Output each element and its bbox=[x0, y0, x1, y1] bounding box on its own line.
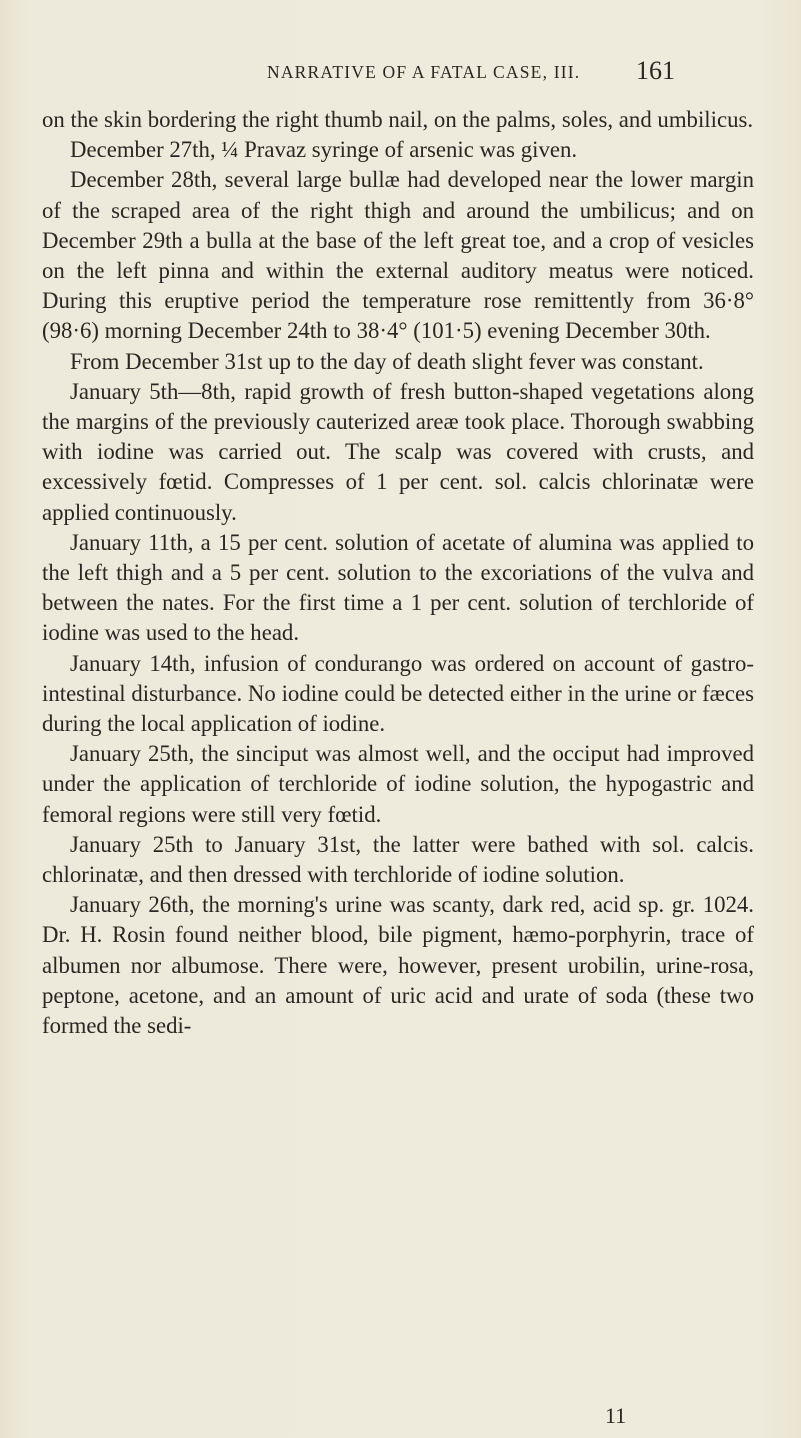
paragraph: December 28th, several large bullæ had developed near the lower margin of the scraped area of the right thigh and around the umbilicus; and on December 29th a bulla at the base of the left great toe, and a crop of vesicles on the left pinna and within the external auditory meatus were noticed. During this eruptive period the temperature rose remittently from 36·8° (98·6) morning December 24th to 38·4° (101·5) evening December 30th. bbox=[42, 167, 754, 344]
paragraph: on the skin bordering the right thumb nail, on the palms, soles, and umbilicus. bbox=[42, 107, 754, 132]
paragraph: January 5th—8th, rapid growth of fresh button-shaped vegetations along the margins of the previously cauterized areæ took place. Thorough swabbing with iodine was carried out. The scalp was covered with crusts, and excessively fœtid. Compresses of 1 per cent. sol. calcis chlorinatæ were applied continuously. bbox=[42, 378, 754, 525]
paragraph: January 26th, the morning's urine was scanty, dark red, acid sp. gr. 1024. Dr. H. Rosin found neither blood, bile pigment, hæmo-porphyrin, trace of albumen nor albumose. There were, however, present urobilin, urine-rosa, peptone, acetone, and an amount of uric acid and urate of soda (these two formed the sedi- bbox=[42, 892, 754, 1039]
page-header bbox=[0, 58, 801, 90]
running-head: NARRATIVE OF A FATAL CASE, III. bbox=[267, 62, 581, 82]
paragraph: January 25th, the sinciput was almost well, and the occiput had improved under the application of terchloride of iodine solution, the hypogastric and femoral regions were still very fœtid. bbox=[42, 741, 754, 827]
paragraph: December 27th, ¼ Pravaz syringe of arsenic was given. bbox=[70, 137, 578, 163]
paragraph: January 14th, infusion of condurango was ordered on account of gastro-intestinal disturbance. No iodine could be detected either in the urine or fæces during the local application of iodine. bbox=[42, 650, 754, 737]
body-text bbox=[42, 105, 754, 1041]
signature-mark: 11 bbox=[605, 1403, 627, 1428]
page-number: 161 bbox=[636, 56, 675, 85]
paragraph: From December 31st up to the day of death slight fever was constant. bbox=[70, 348, 704, 374]
paragraph: January 25th to January 31st, the latter were bathed with sol. calcis. chlorinatæ, and then dressed with terchloride of iodine solution. bbox=[42, 831, 754, 888]
paragraph: January 11th, a 15 per cent. solution of acetate of alumina was applied to the left thigh and a 5 per cent. solution to the excoriations of the vulva and between the nates. For the first time a 1 per cent. solution of terchloride of iodine was used to the head. bbox=[42, 529, 754, 646]
